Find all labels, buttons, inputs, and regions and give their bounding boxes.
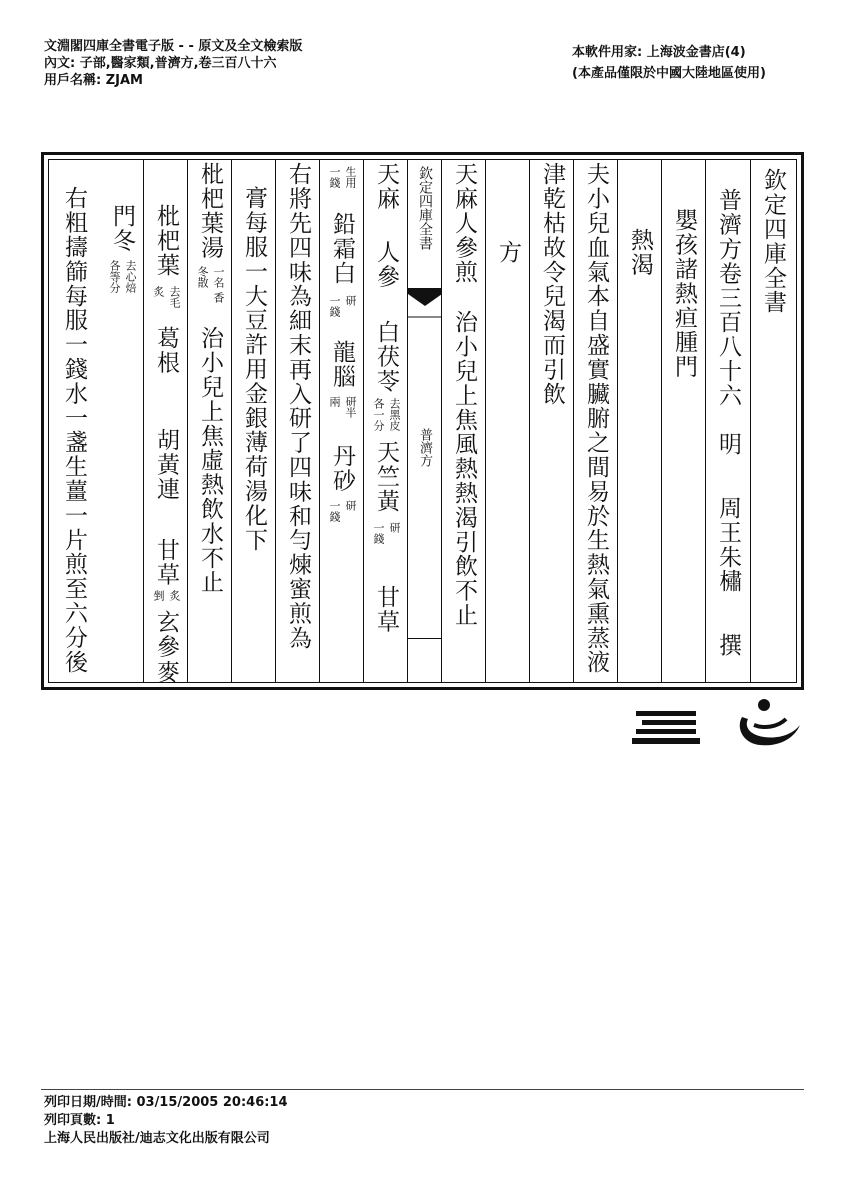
fold-book-name: 普濟方 [417, 428, 432, 467]
text-column-1 [574, 160, 618, 682]
formula-column [442, 160, 486, 682]
prep-line-2: 膏每服一大豆許用金銀薄荷湯化下 [241, 186, 267, 552]
ingredient-huhuanglian: 胡黃連 [153, 428, 179, 502]
ingredient-qianshuangbai: 鉛霜白 [329, 212, 355, 286]
formula2-note-1: 一名 [212, 266, 225, 288]
ingredient-gancao-2: 甘草 [153, 538, 179, 587]
note-tianzhuhuang-2: 一錢 [372, 522, 385, 544]
fang-label: 方 [495, 240, 521, 265]
section-title: 嬰孩諸熱疸腫門 [671, 208, 697, 379]
note-qianshuangbai-1: 研 [344, 295, 357, 306]
header-licensee: 本軟件用家: 上海波金書店(4) [572, 45, 746, 60]
publisher-logo-icon [632, 705, 704, 747]
ingredient-gancao: 甘草 [373, 585, 399, 634]
header-title: 文淵閣四庫全書電子版 - - 原文及全文檢索版 [44, 39, 303, 54]
ingredient-renshen: 人參 [373, 240, 399, 289]
formula-title: 天麻人參煎 [451, 162, 477, 284]
footer-divider [41, 1089, 804, 1090]
ingredient-gegen: 葛根 [153, 326, 179, 375]
note-dansha-2: 一錢 [328, 500, 341, 522]
ingredient-tianma: 天麻 [373, 162, 399, 211]
formula2-note-3: 冬散 [196, 266, 209, 288]
ingredient-mendong: 門冬 [109, 204, 135, 253]
note-dansha-1: 研 [344, 500, 357, 511]
note-gancao-1: 炙 [168, 590, 181, 601]
header-content-path: 內文: 子部,醫家類,普濟方,卷三百八十六 [44, 56, 277, 71]
volume-title: 普濟方卷三百八十六 [715, 188, 741, 408]
formula-description: 治小兒上焦風熱熱渴引飲不止 [451, 310, 477, 628]
note-mendong-2: 各等分 [108, 260, 121, 293]
volume-author: 明 周王朱橚 撰 [715, 432, 741, 658]
book-page-frame [41, 152, 804, 690]
text-line-2: 津乾枯故令兒渴而引飲 [539, 162, 565, 406]
prep-line-3: 右粗擣篩每服一錢水一盞生薑一片煎至六分後 [61, 186, 87, 674]
formula2-title: 枇杷葉湯 [197, 162, 223, 260]
note-mendong-1: 去心焙 [124, 260, 137, 293]
fish-tail-icon [408, 288, 442, 318]
prep-column-1 [276, 160, 320, 682]
header-left [44, 38, 302, 89]
fish-tail-mark [408, 288, 441, 318]
calligraphy-seal-icon [734, 695, 804, 751]
ingredients-column-1 [364, 160, 408, 682]
note-pipaye-2: 炙 [152, 286, 165, 297]
volume-column [706, 160, 751, 682]
ingredients-column-3 [144, 160, 188, 685]
ingredient-dansha: 丹砂 [329, 444, 355, 493]
prep-line-1: 右將先四味為細末再入研了四味和勻煉蜜煎為 [285, 162, 311, 650]
fold-book-title: 欽定四庫全書 [417, 166, 433, 250]
formula2-column [188, 160, 232, 682]
header-user: 用戶名稱: ZJAM [44, 73, 143, 88]
print-datetime: 列印日期/時間: 03/15/2005 20:46:14 [44, 1095, 288, 1110]
text-column-2 [530, 160, 574, 682]
fold-divider [408, 638, 441, 639]
formula2-note-2: 香 [212, 292, 225, 303]
header-right [572, 44, 766, 86]
ingredients-column-4 [100, 160, 144, 682]
topic-column [618, 160, 662, 682]
note-fuling-1: 去黑皮 [388, 398, 401, 431]
title-column [751, 160, 798, 682]
ingredient-xuanshen: 玄參 [153, 610, 179, 659]
note-tianzhuhuang-1: 研 [388, 522, 401, 533]
prep-column-2 [232, 160, 276, 682]
publisher-credit: 上海人民出版社/迪志文化出版有限公司 [44, 1131, 270, 1146]
book-page-body [48, 159, 797, 683]
ingredients-column-2 [320, 160, 364, 682]
section-column [662, 160, 706, 682]
prep-column-3 [49, 160, 100, 682]
ingredient-tianzhuhuang: 天竺黃 [373, 440, 399, 514]
note-qianshuangbai-2: 一錢 [328, 295, 341, 317]
note-longnao-1: 研半 [344, 396, 357, 418]
header-region-note: (本產品僅限於中國大陸地區使用) [572, 66, 766, 81]
ingredient-pipaye: 枇杷葉 [153, 204, 179, 278]
note-qianshuang-1: 生用 [344, 166, 357, 188]
ingredient-mai: 麥 [153, 660, 179, 685]
note-qianshuang-2: 一錢 [328, 166, 341, 188]
note-longnao-2: 兩 [328, 396, 341, 407]
formula2-description: 治小兒上焦虛熱飲水不止 [197, 326, 223, 595]
footer [44, 1094, 288, 1148]
fang-column [486, 160, 530, 682]
note-gancao-2: 剉 [152, 590, 165, 601]
print-page-count: 列印頁數: 1 [44, 1113, 115, 1128]
center-fold [408, 160, 442, 682]
note-fuling-2: 各一分 [372, 398, 385, 431]
ingredient-longnao: 龍腦 [329, 340, 355, 389]
topic-title: 熱渴 [627, 228, 653, 277]
text-line-1: 夫小兒血氣本自盛實臟腑之間易於生熱氣熏蒸液 [583, 162, 609, 675]
note-pipaye-1: 去毛 [168, 286, 181, 308]
ingredient-fuling: 白茯苓 [373, 320, 399, 394]
book-title: 欽定四庫全書 [760, 168, 786, 315]
